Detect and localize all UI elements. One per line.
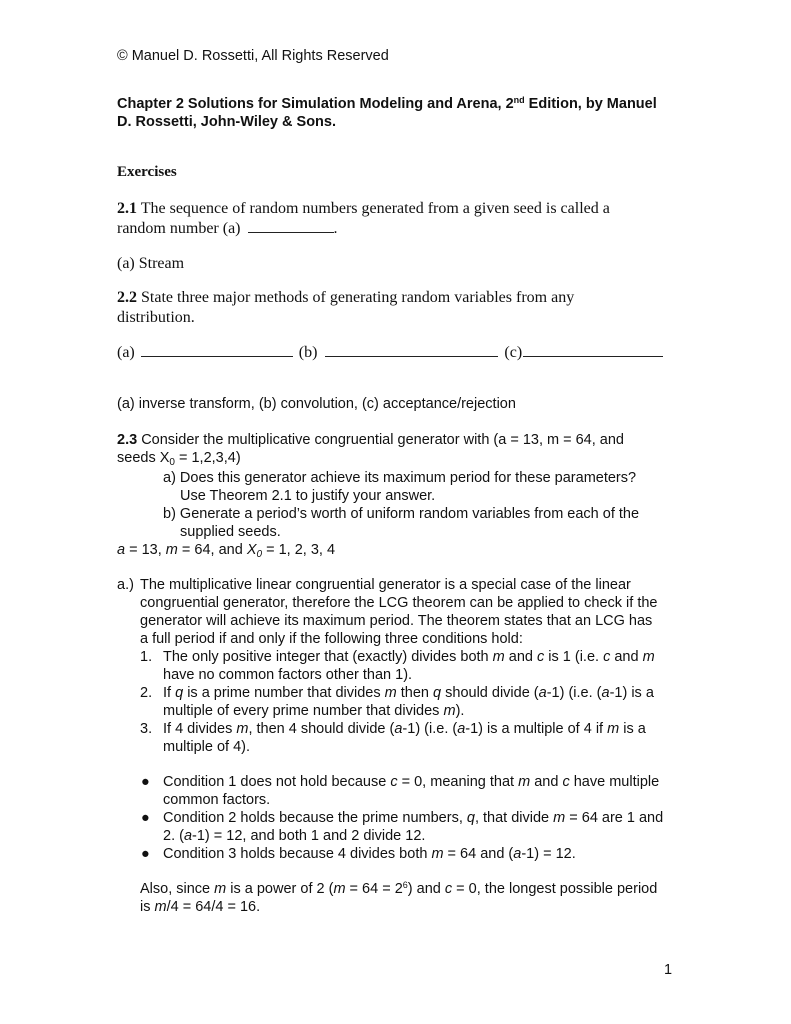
condition-number: 1. <box>140 649 153 665</box>
bullet-icon: ● <box>141 810 150 826</box>
text: and <box>504 649 537 665</box>
question-number: 2.3 <box>117 432 138 448</box>
question-2-3-line-1 <box>117 431 624 449</box>
var: q <box>433 685 442 701</box>
param-a: a <box>117 542 126 558</box>
exponent: 6 <box>402 880 408 890</box>
text: is a power of 2 ( <box>226 881 334 897</box>
answer-a-line-4: a full period if and only if the following three conditions hold: <box>140 631 523 647</box>
answer-blank <box>248 221 334 233</box>
text: Also, since <box>140 881 215 897</box>
condition-3-line-1 <box>163 720 646 738</box>
text: If <box>163 685 176 701</box>
var: a <box>394 721 403 737</box>
var: m <box>333 881 346 897</box>
text: is <box>140 899 155 915</box>
answer-blank-b <box>325 344 498 357</box>
question-2-2-line-1 <box>117 288 574 308</box>
bullet-2-line-1 <box>163 809 663 827</box>
param-x-value: = 1, 2, 3, 4 <box>262 542 336 558</box>
exercises-heading: Exercises <box>117 164 177 180</box>
text: The only positive integer that (exactly) divides both <box>163 649 493 665</box>
page-number: 1 <box>664 962 673 978</box>
answer-a-label: a.) <box>117 577 134 593</box>
question-2-2-line-2: distribution. <box>117 309 195 326</box>
text: should divide ( <box>441 685 539 701</box>
var: a <box>183 828 193 844</box>
answer-2-2: (a) inverse transform, (b) convolution, (c) acceptance/rejection <box>117 396 516 412</box>
text: is a <box>619 721 646 737</box>
text: -1) is a multiple of 4 if <box>465 721 608 737</box>
var: c <box>537 649 545 665</box>
var: c <box>562 774 570 790</box>
text: -1) (i.e. ( <box>402 721 458 737</box>
subscript: 0 <box>169 457 175 468</box>
text: , that divide <box>474 810 554 826</box>
var: m <box>443 703 456 719</box>
question-text: . <box>333 220 338 237</box>
var: c <box>444 881 453 897</box>
chapter-title-line-1 <box>117 95 657 113</box>
text: = 64 = 2 <box>345 881 403 897</box>
question-text: random number (a) <box>117 220 245 237</box>
var: m <box>518 774 531 790</box>
param-x: X <box>246 542 257 558</box>
blank-c-label: (c) <box>504 344 523 361</box>
var: c <box>603 649 611 665</box>
blank-b-label: (b) <box>298 344 322 361</box>
question-2-1-line-1 <box>117 199 610 219</box>
question-2-3-line-2 <box>117 449 241 467</box>
var: a <box>538 685 547 701</box>
text: -1) = 12, and both 1 and 2 divide 12. <box>192 828 426 844</box>
var: m <box>553 810 566 826</box>
question-2-3-part-a-line-1: a) Does this generator achieve its maximum period for these parameters? <box>163 470 637 486</box>
question-text: Consider the multiplicative congruential generator with (a = 13, m = 64, and <box>137 432 624 448</box>
text: ). <box>455 703 465 719</box>
text: = 64 are 1 and <box>565 810 664 826</box>
condition-2-line-1 <box>163 684 654 702</box>
blank-a-label: (a) <box>117 344 139 361</box>
question-text: seeds X <box>117 450 170 466</box>
var: c <box>390 774 398 790</box>
var: m <box>214 881 227 897</box>
text: is 1 (i.e. <box>544 649 604 665</box>
param-m-value: = 64, and <box>177 542 247 558</box>
question-number: 2.1 <box>117 200 137 217</box>
bullet-1-line-1 <box>163 773 659 791</box>
text: ) and <box>407 881 445 897</box>
bullet-1-line-2: common factors. <box>163 792 271 808</box>
condition-1-line-2: have no common factors other than 1). <box>163 667 413 683</box>
bullet-3-line-1 <box>163 845 576 863</box>
text: = 0, meaning that <box>397 774 519 790</box>
answer-a-line-2: congruential generator, therefore the LCG theorem can be applied to check if the <box>140 595 658 611</box>
text: If 4 divides <box>163 721 237 737</box>
var: m <box>384 685 397 701</box>
question-2-1-line-2 <box>117 219 338 239</box>
text: have multiple <box>569 774 660 790</box>
text: -1) is a <box>609 685 654 701</box>
also-line-1 <box>140 880 657 898</box>
text: Condition 3 holds because 4 divides both <box>163 846 432 862</box>
var: m <box>492 649 505 665</box>
question-2-2-blanks <box>117 343 663 363</box>
var: a <box>601 685 610 701</box>
question-text: State three major methods of generating random variables from any <box>137 289 575 306</box>
question-2-3-part-b-line-2: supplied seeds. <box>180 524 281 540</box>
text: multiple of every prime number that divides <box>163 703 444 719</box>
var: m <box>431 846 444 862</box>
text: Condition 1 does not hold because <box>163 774 391 790</box>
question-text: The sequence of random numbers generated from a given seed is called a <box>137 200 610 217</box>
text: is a prime number that divides <box>183 685 385 701</box>
bullet-icon: ● <box>141 846 150 862</box>
condition-number: 2. <box>140 685 153 701</box>
text: and <box>610 649 643 665</box>
bullet-2-line-2 <box>163 827 425 845</box>
answer-2-1: (a) Stream <box>117 255 185 272</box>
also-line-2 <box>140 898 260 916</box>
text: -1) = 12. <box>521 846 576 862</box>
condition-3-line-2: multiple of 4). <box>163 739 251 755</box>
text: 2. ( <box>163 828 184 844</box>
question-2-3-parameters <box>117 541 335 559</box>
text: and <box>530 774 563 790</box>
answer-blank-a <box>141 344 293 357</box>
var: m <box>642 649 655 665</box>
condition-1-line-1 <box>163 648 655 666</box>
param-m: m <box>165 542 178 558</box>
title-superscript: nd <box>513 95 525 105</box>
condition-number: 3. <box>140 721 153 737</box>
var: m <box>607 721 620 737</box>
var: a <box>513 846 522 862</box>
var: m <box>154 899 167 915</box>
var: a <box>457 721 466 737</box>
text: = 0, the longest possible period <box>452 881 658 897</box>
text: = 64 and ( <box>443 846 514 862</box>
bullet-icon: ● <box>141 774 150 790</box>
copyright-notice: © Manuel D. Rossetti, All Rights Reserved <box>117 48 389 64</box>
text: /4 = 64/4 = 16. <box>166 899 261 915</box>
condition-2-line-2 <box>163 702 464 720</box>
var: q <box>466 810 475 826</box>
question-2-3-part-a-line-2: Use Theorem 2.1 to justify your answer. <box>180 488 436 504</box>
answer-a-line-1: The multiplicative linear congruential generator is a special case of the linear <box>140 577 631 593</box>
text: then <box>396 685 434 701</box>
text: Condition 2 holds because the prime numbers, <box>163 810 467 826</box>
param-a-value: = 13, <box>125 542 166 558</box>
var: m <box>236 721 249 737</box>
question-text: = 1,2,3,4) <box>174 450 241 466</box>
question-number: 2.2 <box>117 289 137 306</box>
param-x-subscript: 0 <box>256 549 263 560</box>
title-text-end: Edition, by Manuel <box>524 96 657 112</box>
text: -1) (i.e. ( <box>546 685 602 701</box>
answer-blank-c <box>523 344 663 357</box>
chapter-title-line-2: D. Rossetti, John-Wiley & Sons. <box>117 114 337 130</box>
answer-a-line-3: generator will achieve its maximum period. The theorem states that an LCG has <box>140 613 653 629</box>
var: q <box>175 685 184 701</box>
question-2-3-part-b-line-1: b) Generate a period’s worth of uniform random variables from each of the <box>163 506 640 522</box>
title-text: Chapter 2 Solutions for Simulation Modeling and Arena, 2 <box>117 96 514 112</box>
text: , then 4 should divide ( <box>248 721 395 737</box>
